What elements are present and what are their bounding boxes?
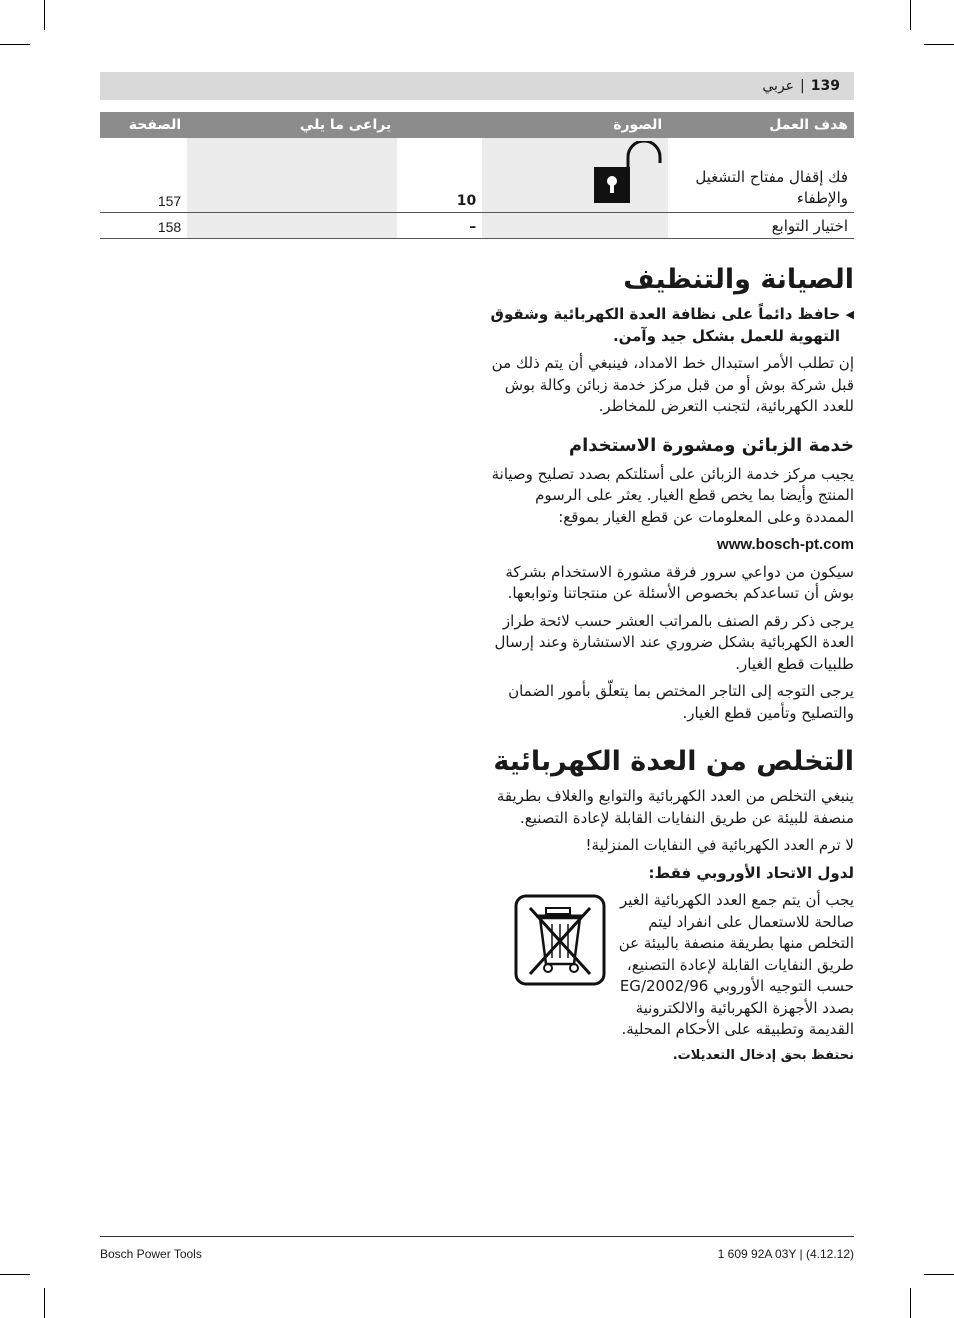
maintenance-title: الصيانة والتنظيف [623, 264, 854, 295]
page-number: 139 [810, 78, 840, 94]
crop-mark [924, 44, 954, 45]
unlock-icon [590, 141, 662, 205]
disposal-paragraph-1: ينبغي التخلص من العدد الكهربائية والتوابع والغلاف بطريقة منصفة للبيئة عن طريق النفايات القابلة لإعادة التصنيع. [496, 787, 854, 827]
crop-mark [44, 1288, 45, 1318]
main-content [490, 262, 854, 1072]
row-page: 157 [100, 138, 187, 213]
row-icon-cell [482, 213, 668, 239]
eu-section [490, 890, 854, 1041]
row-figure: – [397, 213, 482, 239]
disposal-paragraph-2: لا ترم العدد الكهربائية في النفايات المنزلية! [585, 836, 854, 854]
service-paragraph-3: يرجى ذكر رقم الصنف بالمراتب العشر حسب لائحة طراز العدة الكهربائية بشكل ضروري عند الاستشارة وعند إرسال طلبيات قطع الغيار. [494, 611, 854, 673]
maintenance-bullet [490, 304, 854, 347]
maintenance-bullet-text: حافظ دائماً على نظافة العدة الكهربائية وشقوق التهوية للعمل بشكل جيد وآمن. [490, 305, 840, 345]
footer-brand: Bosch Power Tools [100, 1247, 202, 1261]
crossed-out-wheelie-bin-icon [514, 894, 606, 986]
service-title: خدمة الزبائن ومشورة الاستخدام [568, 434, 854, 456]
changes-note: نحتفظ بحق إدخال التعديلات. [672, 1047, 854, 1063]
header-separator: | [800, 78, 805, 94]
col-page: الصفحة [100, 112, 187, 138]
row-page: 158 [100, 213, 187, 239]
table-row [100, 138, 854, 213]
maintenance-paragraph: إن تطلب الأمر استبدال خط الامداد، فينبغي أن يتم ذلك من قبل شركة بوش أو من قبل مركز خدمة زبائن وكالة بوش للعدد الكهربائية، لتجنب التعرض للمخاطر. [491, 354, 854, 415]
page-footer [100, 1236, 854, 1261]
crop-mark [910, 0, 911, 30]
crop-mark [924, 1274, 954, 1275]
service-paragraph-1: يجيب مركز خدمة الزبائن على أسئلتكم بصدد تصليح وصيانة المنتج وأيضا بما يخص قطع الغيار. يعثر على الرسوم الممددة وعلى المعلومات عن قطع الغيار بموقع: [491, 464, 854, 526]
crop-mark [44, 0, 45, 30]
col-goal: هدف العمل [668, 112, 854, 138]
service-url-link[interactable]: www.bosch-pt.com [717, 536, 854, 553]
col-note: يراعى ما يلي [187, 112, 397, 138]
row-figure: 10 [397, 138, 482, 213]
footer-doc-number: 1 609 92A 03Y | (4.12.12) [717, 1247, 854, 1261]
service-paragraph-2: سيكون من دواعي سرور فرقة مشورة الاستخدام بشركة بوش أن تساعدكم بخصوص الأسئلة عن منتجاتنا وتوابعها. [505, 562, 854, 602]
crop-mark [910, 1288, 911, 1318]
page-header [100, 72, 854, 100]
row-goal: اختيار التوابع [668, 213, 854, 239]
col-figure: الصورة [397, 112, 668, 138]
eu-text: يجب أن يتم جمع العدد الكهربائية الغير صالحة للاستعمال على انفراد ليتم التخلص منها بطريقة منصفة بالبيئة عن طريق النفايات القابلة لإعادة التصنيع، حسب التوجيه الأوروبي 2002/96/EG بصدد الأجهزة الكهربائية والالكترونية القديمة وتطبيقه على الأحكام المحلية. [618, 891, 854, 1038]
header-language: عربي [762, 78, 795, 94]
row-note [187, 138, 397, 213]
service-paragraph-4: يرجى التوجه إلى التاجر المختص بما يتعلّق بأمور الضمان والتصليح وتأمين قطع الغيار. [508, 682, 854, 722]
crop-mark [0, 1274, 30, 1275]
eu-heading: لدول الاتحاد الأوروبي فقط: [648, 863, 854, 882]
overview-table [100, 112, 854, 239]
row-goal: فك إقفال مفتاح التشغيل والإطفاء [668, 138, 854, 213]
row-note [187, 213, 397, 239]
bullet-triangle-icon: ◀ [845, 308, 854, 321]
disposal-title: التخلص من العدة الكهربائية [493, 746, 854, 777]
table-row [100, 213, 854, 239]
row-icon-cell [482, 138, 668, 213]
crop-mark [0, 44, 30, 45]
